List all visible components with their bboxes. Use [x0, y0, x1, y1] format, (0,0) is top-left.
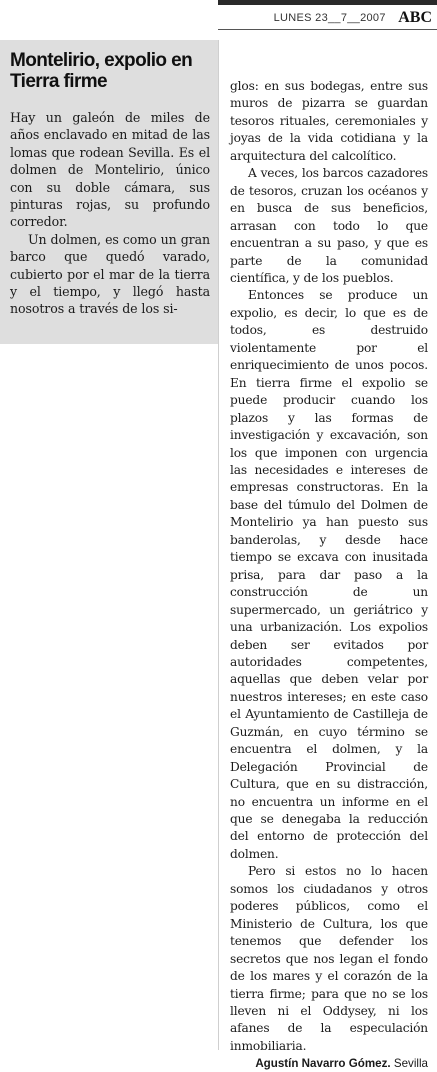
column-rule: [218, 40, 219, 1050]
newspaper-logo: ABC: [398, 9, 432, 26]
signature-author: Agustín Navarro Gómez.: [255, 1057, 391, 1071]
article-headline: Montelirio, expolio en Tierra firme: [10, 50, 193, 92]
article-paragraph-1: Hay un galeón de miles de años enclavado en mitad de las lomas que rodean Sevilla. Es el dolmen de Montelirio, único con su doble cámara, sus pinturas rojas, su profundo corredor.: [10, 110, 210, 230]
article-paragraph-2-end: glos: en sus bodegas, entre sus muros de pizarra se guardan tesoros rituales, ceremoniales y joyas de la vida cotidiana y la arquitectura del calcolítico.: [230, 79, 428, 163]
article-paragraph-5: Pero si estos no lo hacen somos los ciudadanos y otros poderes públicos, como el Ministerio de Cultura, los que tenemos que defender los secretos que nos legan el fondo de los mares y el corazón de la tierra firme; para que no se los lleven ni el Oddysey, ni los afanes de la especulación inmobiliaria.: [230, 864, 428, 1053]
article-paragraph-2-start: Un dolmen, es como un gran barco que quedó varado, cubierto por el mar de la tierra y el tiempo, y llegó hasta nosotros a través de los si-: [10, 231, 210, 317]
signature-city: Sevilla: [393, 1057, 428, 1071]
header-rule: [218, 29, 437, 30]
article-lead-box: [0, 40, 218, 344]
article-paragraph-3: A veces, los barcos cazadores de tesoros, cruzan los océanos y en busca de sus beneficios, arrasan con todo lo que encuentran a su paso, y que es parte de la comunidad científica, y de los pueblos.: [230, 166, 428, 285]
header-top-rule: [218, 0, 437, 5]
article-signature: [230, 1056, 428, 1072]
header-date: LUNES 23__7__2007: [273, 12, 386, 24]
article-right-column: [230, 78, 428, 1072]
page-header: [218, 9, 432, 27]
article-paragraph-4: Entonces se produce un expolio, es decir, lo que es de todos, es destruido violentamente por el enriquecimiento de unos pocos. En tierra firme el expolio se puede producir cuando los plazos y las formas de investigación y excavación, son los que imponen con urgencia las necesidades e intereses de empresas constructoras. En la base del túmulo del Dolmen de Montelirio ya han puesto sus banderolas, y desde hace tiempo se excava con inusitada prisa, para dar paso a la construcción de un supermercado, un geriátrico y una urbanización. Los expolios deben ser evitados por autoridades competentes, aquellas que deben velar por nuestros intereses; en este caso el Ayuntamiento de Castilleja de Guzmán, en cuyo término se encuentra el dolmen, y la Delegación Provincial de Cultura, que en su distracción, no encuentra un informe en el que se denegaba la reducción del entorno de protección del dolmen.: [230, 288, 428, 861]
